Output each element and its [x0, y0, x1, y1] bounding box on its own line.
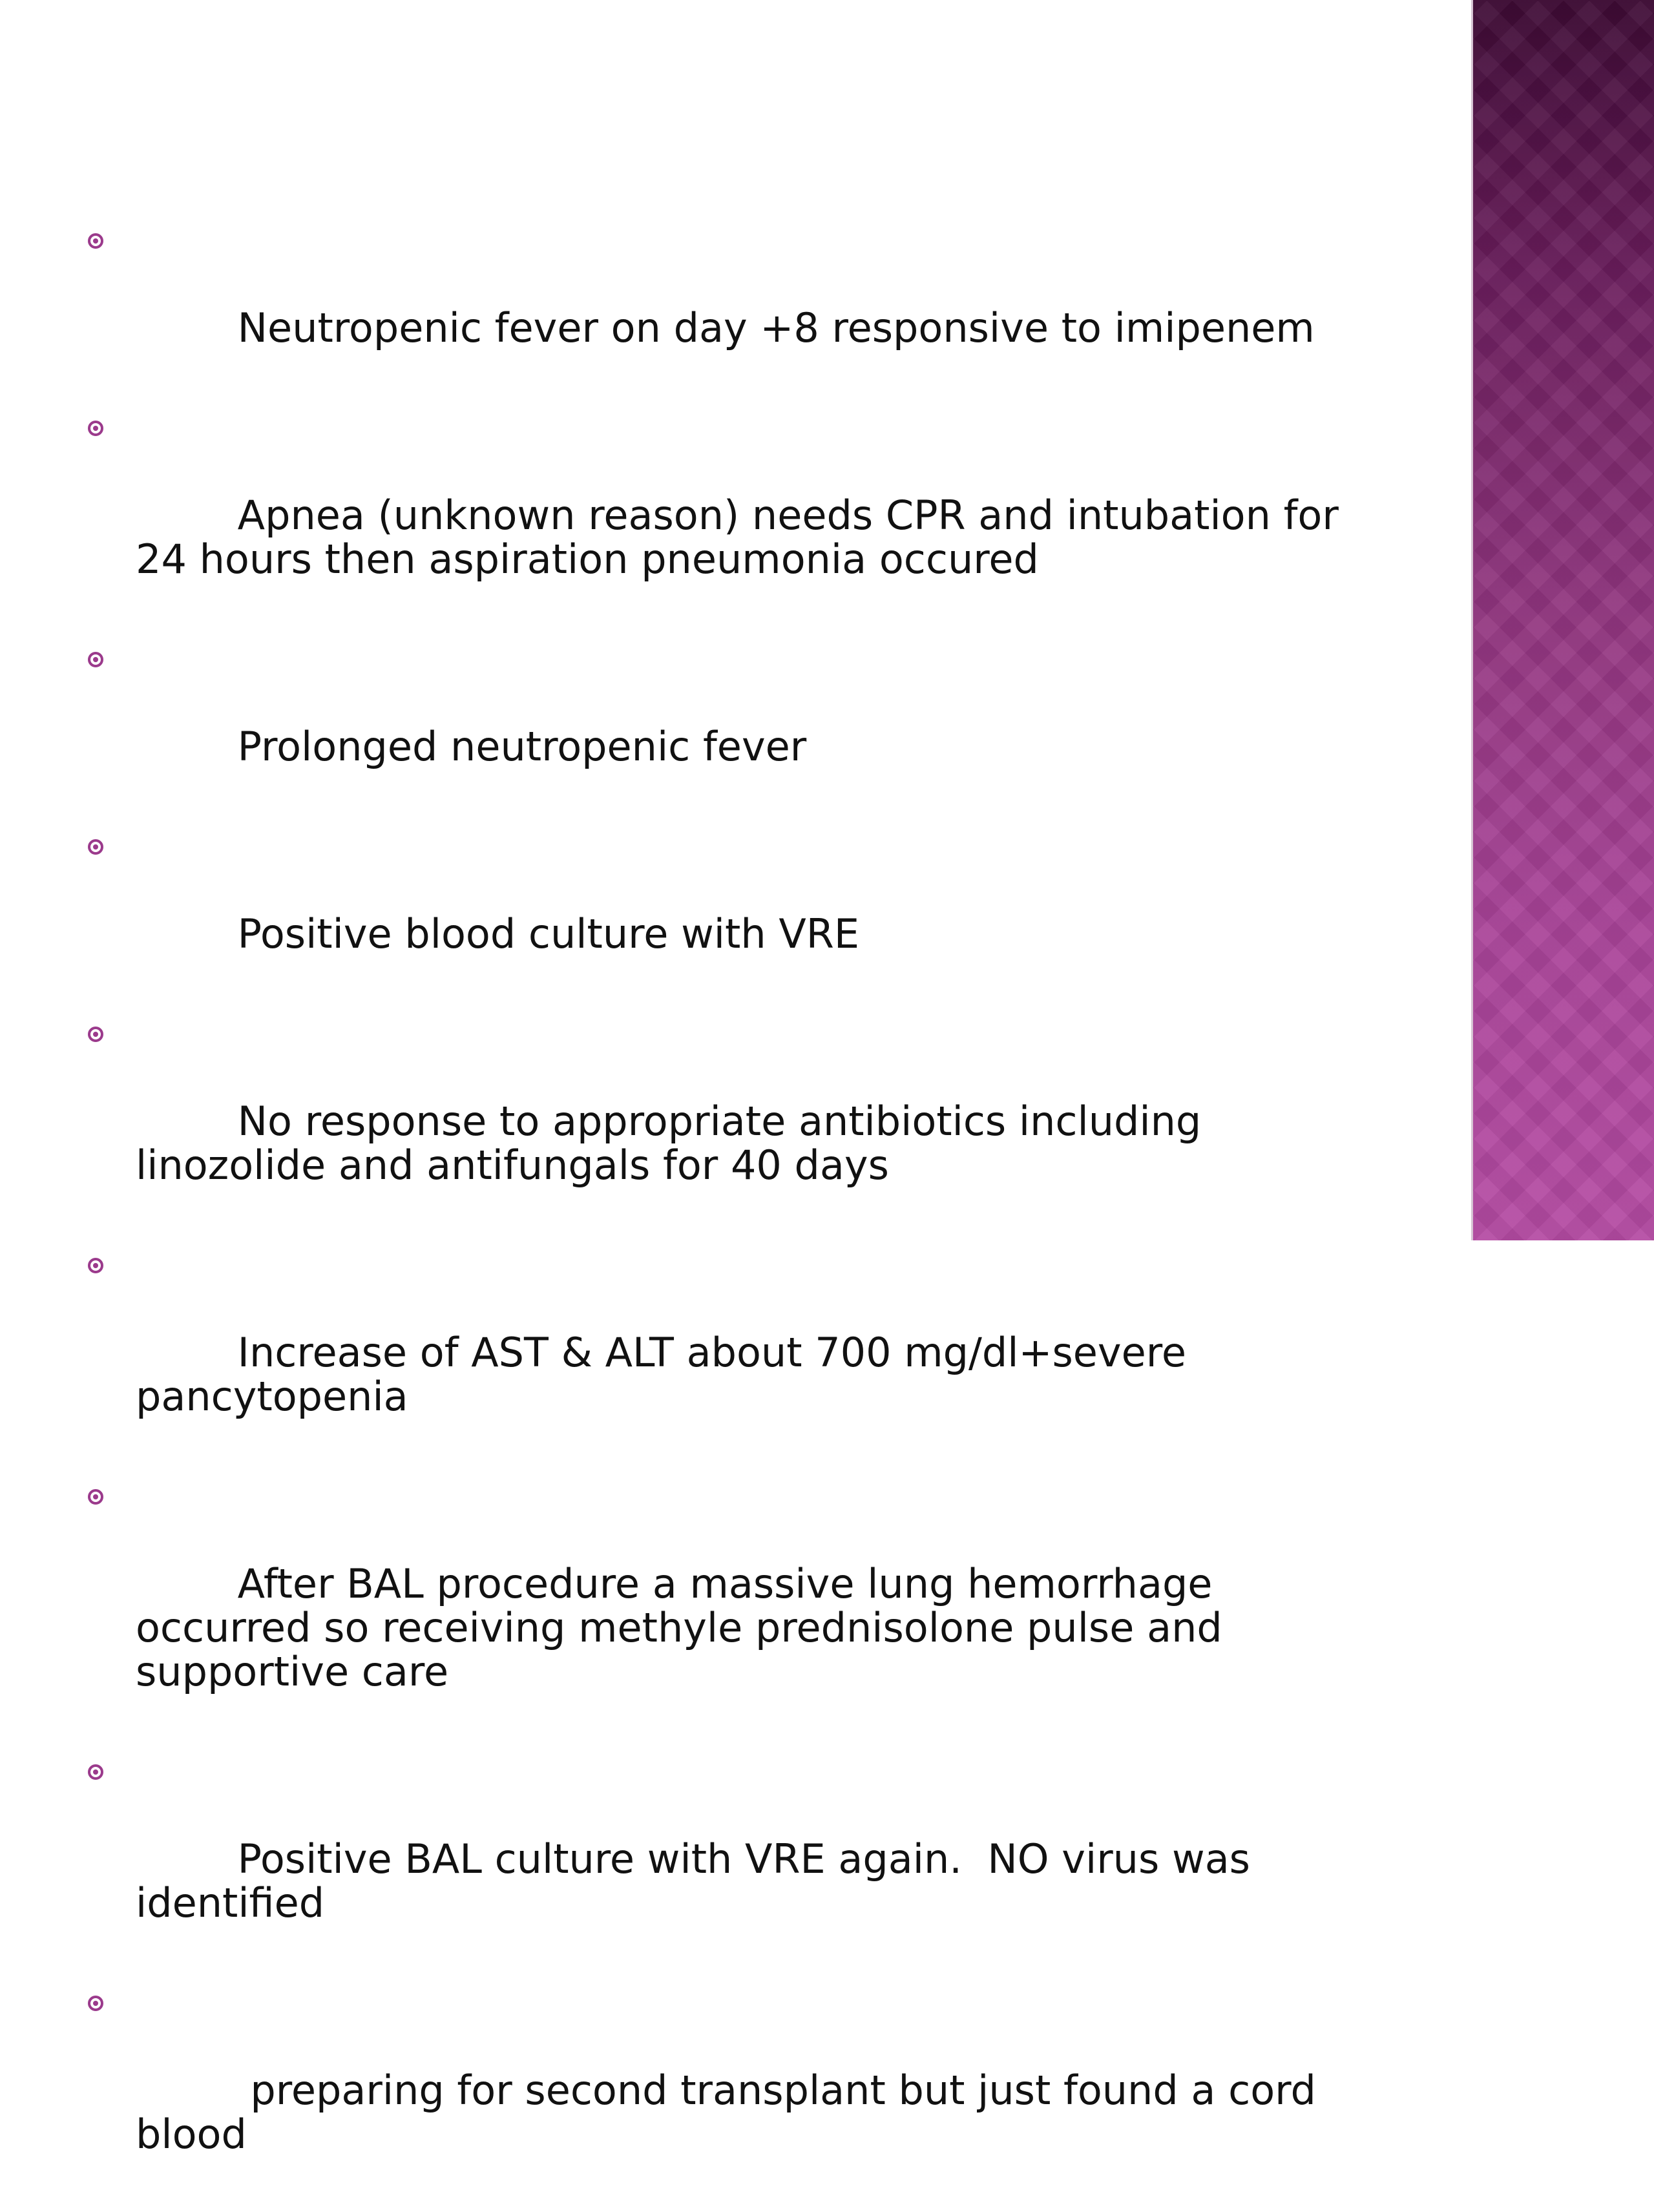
circle-dot-icon [88, 421, 103, 436]
circle-dot-icon [88, 652, 103, 667]
bullet-text: Increase of AST & ALT about 700 mg/dl+severe pancytopenia [136, 1329, 1199, 1420]
circle-dot-icon [88, 839, 103, 855]
bullet-list [84, 218, 1376, 2200]
circle-dot-icon [88, 233, 103, 249]
list-item [84, 637, 1376, 813]
list-item [84, 1012, 1376, 1231]
decorative-side-panel [1473, 0, 1654, 1240]
circle-dot-icon [88, 1489, 103, 1505]
bullet-text: Apnea (unknown reason) needs CPR and intubation for 24 hours then aspiration pneumonia occured [136, 492, 1352, 583]
bullet-text: No response to appropriate antibiotics including linozolide and antifungals for 40 days [136, 1098, 1214, 1189]
list-item [84, 1981, 1376, 2200]
circle-dot-icon [88, 1027, 103, 1042]
bullet-text: Positive blood culture with VRE [237, 910, 860, 957]
bullet-text: After BAL procedure a massive lung hemorrhage occurred so receiving methyle prednisolone pulse and supportive care [136, 1560, 1235, 1695]
list-item [84, 1749, 1376, 1969]
bullet-text: Prolonged neutropenic fever [237, 723, 807, 770]
list-item [84, 824, 1376, 1000]
bullet-text: Positive BAL culture with VRE again. NO virus was identified [136, 1835, 1263, 1926]
circle-dot-icon [88, 1258, 103, 1273]
bullet-text: preparing for second transplant but just found a cord blood [136, 2067, 1329, 2158]
list-item [84, 1243, 1376, 1463]
list-item [84, 1474, 1376, 1738]
bullet-text: Neutropenic fever on day +8 responsive to imipenem [237, 304, 1315, 351]
circle-dot-icon [88, 1764, 103, 1780]
circle-dot-icon [88, 1996, 103, 2011]
list-item [84, 218, 1376, 394]
list-item [84, 406, 1376, 625]
slide-content [84, 218, 1376, 2212]
